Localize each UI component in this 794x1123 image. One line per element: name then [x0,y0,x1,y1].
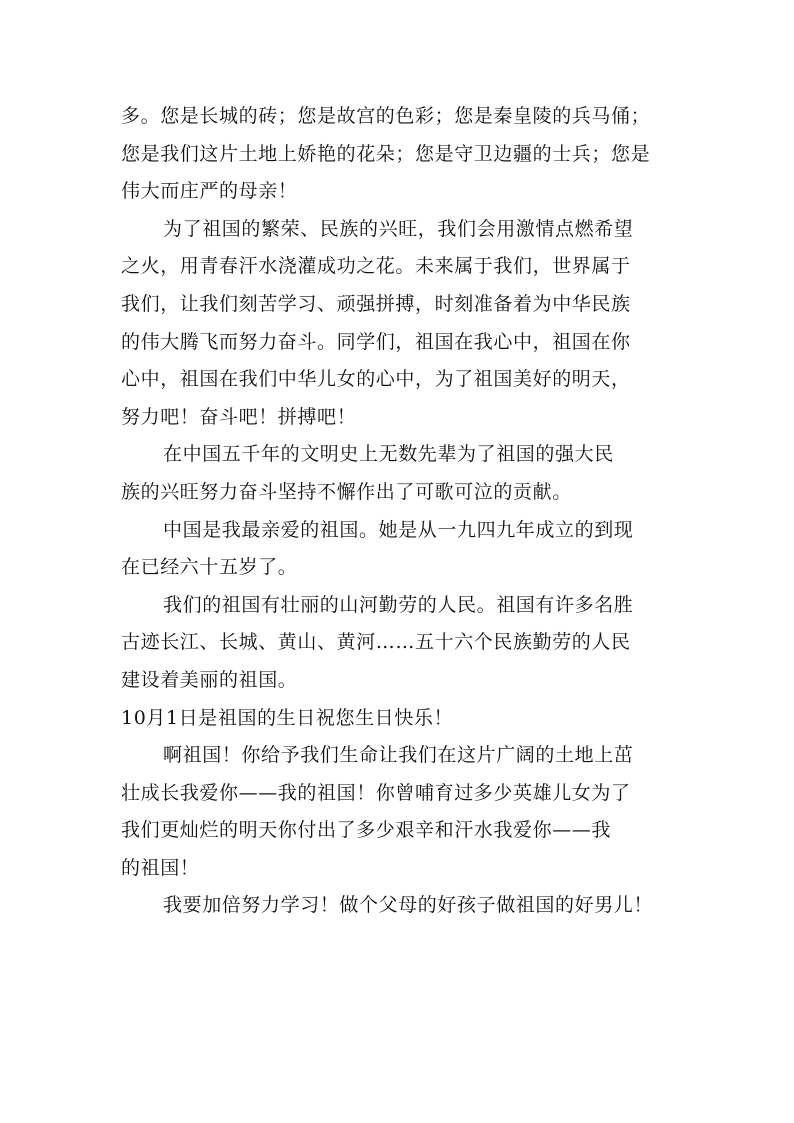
text-line: 啊祖国！你给予我们生命让我们在这片广阔的土地上茁 [163,744,634,767]
text-line: 伟大而庄严的母亲！ [121,180,298,203]
text-line: 的祖国！ [121,856,200,879]
text-line: 我们，让我们刻苦学习、顽强拼搏，时刻准备着为中华民族 [121,292,631,315]
text-line: 您是我们这片土地上娇艳的花朵；您是守卫边疆的士兵；您是 [121,142,651,165]
text-line: 我们更灿烂的明天你付出了多少艰辛和汗水我爱你——我 [121,819,612,842]
text-line: 努力吧！奋斗吧！拼搏吧！ [121,405,357,428]
text-line: 在已经六十五岁了。 [121,556,298,579]
text-line: 我们的祖国有壮丽的山河勤劳的人民。祖国有许多名胜 [163,593,634,616]
text-line: 之火，用青春汗水浇灌成功之花。未来属于我们，世界属于 [121,255,631,278]
text-line: 10月1日是祖国的生日祝您生日快乐！ [121,706,454,729]
text-line: 古迹长江、长城、黄山、黄河……五十六个民族勤劳的人民 [121,631,631,654]
text-line: 为了祖国的繁荣、民族的兴旺，我们会用激情点燃希望 [163,217,634,240]
text-line: 壮成长我爱你——我的祖国！你曾哺育过多少英雄儿女为了 [121,781,631,804]
document-body [121,98,681,925]
text-line: 在中国五千年的文明史上无数先辈为了祖国的强大民 [163,443,614,466]
text-line: 族的兴旺努力奋斗坚持不懈作出了可歌可泣的贡献。 [121,480,572,503]
text-line: 心中，祖国在我们中华儿女的心中，为了祖国美好的明天， [121,368,631,391]
text-line: 多。您是长城的砖；您是故宫的色彩；您是秦皇陵的兵马俑； [121,105,651,127]
text-line: 我要加倍努力学习！做个父母的好孩子做祖国的好男儿！ [163,894,654,917]
text-line: 建设着美丽的祖国。 [121,668,298,691]
text-line: 的伟大腾飞而努力奋斗。同学们，祖国在我心中，祖国在你 [121,330,631,353]
text-line: 中国是我最亲爱的祖国。她是从一九四九年成立的到现 [163,518,634,541]
